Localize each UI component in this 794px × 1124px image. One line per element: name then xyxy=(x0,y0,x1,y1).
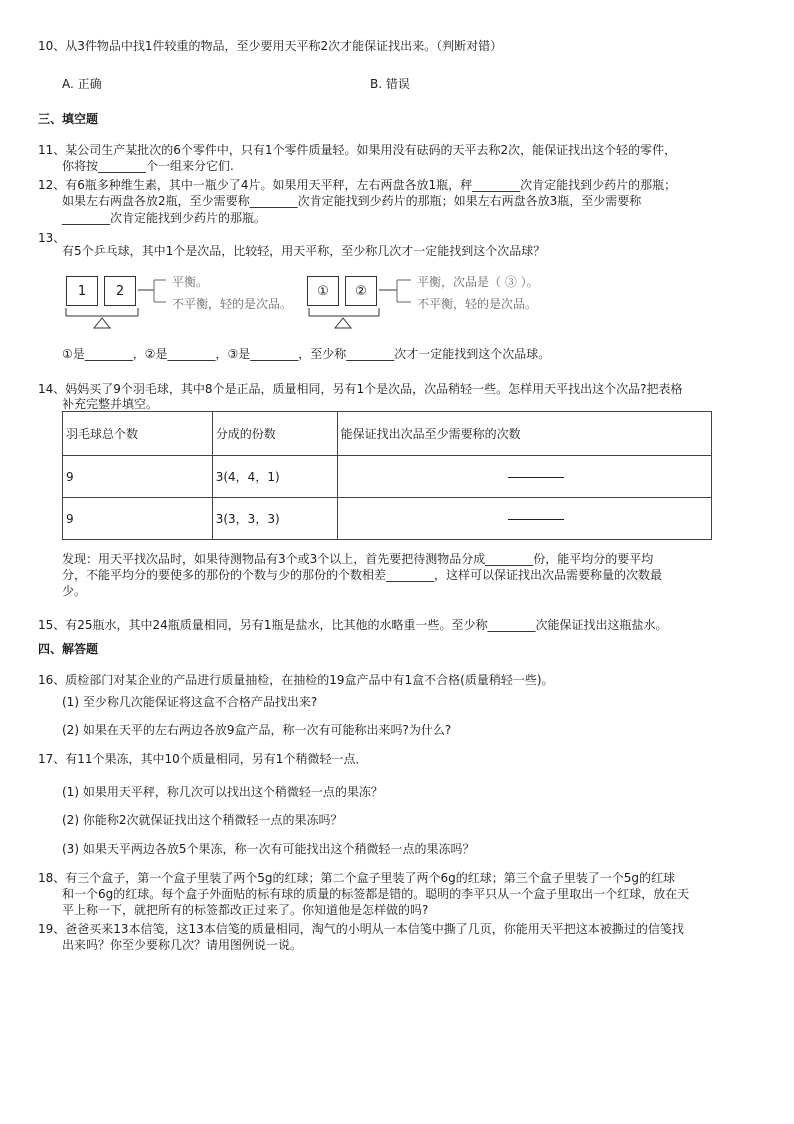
question-14-finding-line2: 分，不能平均分的要使多的那份的个数与少的那份的个数相差________，这样可以保证找出次品需要称量的次数最 xyxy=(62,568,663,582)
question-17-part3: (3) 如果天平两边各放5个果冻，称一次有可能找出这个稍微轻一点的果冻吗？ xyxy=(62,842,475,856)
question-16-part1: (1) 至少称几次能保证将这盒不合格产品找出来? xyxy=(62,695,318,709)
question-19-line2: 出来吗？你至少要称几次？请用图例说一说。 xyxy=(62,938,303,952)
question-16: 16、质检部门对某企业的产品进行质量抽检，在抽检的19盒产品中有1盒不合格(质量稍轻一些)。 xyxy=(38,673,554,687)
question-18-line2: 和一个6g的红球。每个盒子外面贴的标有球的质量的标签都是错的。聪明的李平只从一个盒子里取出一个红球，放在天 xyxy=(62,887,690,901)
question-13-answer: ①是________，②是________，③是________，至少称________次才一定能找到这个次品球。 xyxy=(62,347,551,361)
right-box-2: ② xyxy=(345,276,377,306)
header-total-count: 羽毛球总个数 xyxy=(63,412,213,456)
question-14-finding-line3: 少。 xyxy=(62,584,87,598)
header-weighings: 能保证找出次品至少需要称的次数 xyxy=(337,412,711,456)
left-balance-diagram xyxy=(62,272,312,334)
left-unbalance-result: 不平衡，轻的是次品。 xyxy=(172,297,293,311)
question-17-part2: (2) 你能称2次就保证找出这个稍微轻一点的果冻吗？ xyxy=(62,813,343,827)
option-a-correct[interactable]: A. 正确 xyxy=(62,77,102,91)
table-row xyxy=(63,498,712,540)
answer-blank-cell[interactable] xyxy=(337,456,711,498)
section-fill-in-blank-heading: 三、填空题 xyxy=(38,112,99,126)
question-15: 15、有25瓶水，其中24瓶质量相同，另有1瓶是盐水，比其他的水略重一些。至少称________次能保证找出这瓶盐水。 xyxy=(38,618,668,632)
cell-total: 9 xyxy=(63,456,213,498)
question-14-table xyxy=(62,411,712,540)
question-13-text: 有5个乒乓球，其中1个是次品，比较轻，用天平称，至少称几次才一定能找到这个次品球？ xyxy=(62,244,546,258)
right-box-1: ① xyxy=(307,276,339,306)
answer-blank-cell[interactable] xyxy=(337,498,711,540)
question-12-line1: 12、有6瓶多种维生素，其中一瓶少了4片。如果用天平秤，左右两盘各放1瓶，秤________次肯定能找到少药片的那瓶； xyxy=(38,178,677,192)
question-12-line2: 如果左右两盘各放2瓶，至少需要称________次肯定能找到少药片的那瓶；如果左右两盘各放3瓶，至少需要称 xyxy=(62,194,642,208)
section-answer-heading: 四、解答题 xyxy=(38,642,99,656)
cell-total: 9 xyxy=(63,498,213,540)
left-box-1: 1 xyxy=(66,276,98,306)
right-balance-diagram xyxy=(305,272,595,334)
table-row xyxy=(63,456,712,498)
option-b-wrong[interactable]: B. 错误 xyxy=(370,77,410,91)
question-17: 17、有11个果冻，其中10个质量相同，另有1个稍微轻一点． xyxy=(38,752,368,766)
question-10: 10、从3件物品中找1件较重的物品，至少要用天平称2次才能保证找出来。（判断对错） xyxy=(38,39,503,53)
header-parts: 分成的份数 xyxy=(212,412,337,456)
table-header-row xyxy=(63,412,712,456)
question-14-finding-line1: 发现：用天平找次品时，如果待测物品有3个或3个以上，首先要把待测物品分成________份，能平均分的要平均 xyxy=(62,552,654,566)
question-11-line1: 11、某公司生产某批次的6个零件中，只有1个零件质量轻。如果用没有砝码的天平去称2次，能保证找出这个轻的零件， xyxy=(38,143,677,157)
question-12-line3: ________次肯定能找到少药片的那瓶。 xyxy=(62,211,267,225)
question-17-part1: (1) 如果用天平秤，称几次可以找出这个稍微轻一点的果冻？ xyxy=(62,785,383,799)
question-14-line1: 14、妈妈买了9个羽毛球，其中8个是正品，质量相同，另有1个是次品，次品稍轻一些。怎样用天平找出这个次品?把表格 xyxy=(38,382,683,396)
left-balance-result: 平衡。 xyxy=(172,275,209,289)
right-unbalance-result: 不平衡，轻的是次品。 xyxy=(417,297,538,311)
question-19-line1: 19、爸爸买来13本信笺，这13本信笺的质量相同，淘气的小明从一本信笺中撕了几页，你能用天平把这本被撕过的信笺找 xyxy=(38,922,684,936)
question-18-line3: 平上称一下，就把所有的标签都改正过来了。你知道他是怎样做的吗? xyxy=(62,903,429,917)
right-balance-result: 平衡，次品是（ ③ ）。 xyxy=(417,275,539,289)
question-13-number: 13、 xyxy=(38,231,66,245)
question-18-line1: 18、有三个盒子，第一个盒子里装了两个5g的红球；第二个盒子里装了两个6g的红球；第三个盒子里装了一个5g的红球 xyxy=(38,871,676,885)
left-box-2: 2 xyxy=(104,276,136,306)
question-11-line2: 你将按________个一组来分它们. xyxy=(62,159,234,173)
question-14-line2: 补充完整并填空。 xyxy=(62,397,159,411)
question-16-part2: (2) 如果在天平的左右两边各放9盒产品，称一次有可能称出来吗?为什么? xyxy=(62,723,452,737)
cell-parts: 3(4，4，1) xyxy=(212,456,337,498)
cell-parts: 3(3，3，3) xyxy=(212,498,337,540)
